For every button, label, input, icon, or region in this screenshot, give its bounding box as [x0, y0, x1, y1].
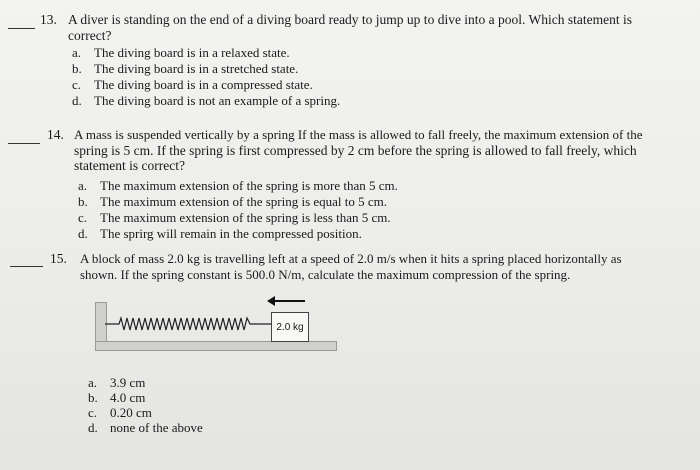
option-text: none of the above — [110, 420, 203, 435]
stem-line: A mass is suspended vertically by a spring If the mass is allowed to fall freely, the maximum extension of the — [74, 127, 643, 142]
option-text: 0.20 cm — [110, 405, 152, 420]
option-14a — [78, 178, 398, 193]
spring-icon — [105, 314, 275, 334]
question-number-14: 14. — [47, 127, 64, 142]
option-letter: c. — [72, 77, 82, 92]
option-14b — [78, 194, 387, 209]
option-text: The diving board is in a compressed state. — [94, 77, 313, 92]
stem-line: shown. If the spring constant is 500.0 N/m, calculate the maximum compression of the spring. — [80, 266, 571, 282]
option-letter: b. — [88, 390, 98, 405]
option-text: 3.9 cm — [110, 375, 146, 390]
mass-block: 2.0 kg — [271, 312, 309, 342]
option-text: The diving board is not an example of a spring. — [94, 93, 341, 108]
question-stem-15 — [80, 251, 695, 282]
spring-block-figure — [95, 292, 345, 354]
option-13a — [72, 45, 290, 60]
question-stem-13 — [68, 12, 698, 43]
option-13b — [72, 61, 298, 76]
answer-blank-13 — [8, 28, 35, 29]
stem-line: correct? — [68, 27, 112, 43]
option-text: 4.0 cm — [110, 390, 146, 405]
question-number-15: 15. — [50, 251, 67, 266]
option-letter: c. — [78, 210, 88, 225]
option-15b — [88, 390, 145, 405]
stem-line: statement is correct? — [74, 158, 185, 173]
stem-line: A block of mass 2.0 kg is travelling left at a speed of 2.0 m/s when it hits a spring placed horizontally as — [80, 251, 622, 266]
option-letter: d. — [78, 226, 88, 241]
option-text: The maximum extension of the spring is less than 5 cm. — [100, 210, 391, 225]
arrow-left-icon — [267, 295, 307, 307]
option-14c — [78, 210, 391, 225]
option-15c — [88, 405, 152, 420]
option-14d — [78, 226, 362, 241]
option-13d — [72, 93, 340, 108]
ground-surface — [95, 341, 337, 351]
option-letter: b. — [78, 194, 88, 209]
option-text: The sprirg will remain in the compressed position. — [100, 226, 362, 241]
option-letter: a. — [88, 375, 98, 390]
question-stem-14 — [74, 127, 698, 174]
stem-line: A diver is standing on the end of a diving board ready to jump up to dive into a pool. Which statement is — [68, 12, 633, 27]
question-number-13: 13. — [40, 12, 57, 27]
option-text: The diving board is in a relaxed state. — [94, 45, 290, 60]
option-letter: a. — [72, 45, 82, 60]
option-13c — [72, 77, 313, 92]
option-letter: c. — [88, 405, 98, 420]
option-letter: d. — [88, 420, 98, 435]
option-15a — [88, 375, 145, 390]
option-text: The diving board is in a stretched state. — [94, 61, 299, 76]
answer-blank-14 — [8, 143, 40, 144]
option-15d — [88, 420, 203, 435]
option-text: The maximum extension of the spring is equal to 5 cm. — [100, 194, 388, 209]
option-letter: d. — [72, 93, 82, 108]
option-text: The maximum extension of the spring is more than 5 cm. — [100, 178, 398, 193]
stem-line: spring is 5 cm. If the spring is first compressed by 2 cm before the spring is allowed to fall freely, which — [74, 142, 637, 158]
option-letter: a. — [78, 178, 88, 193]
answer-blank-15 — [10, 266, 43, 267]
option-letter: b. — [72, 61, 82, 76]
